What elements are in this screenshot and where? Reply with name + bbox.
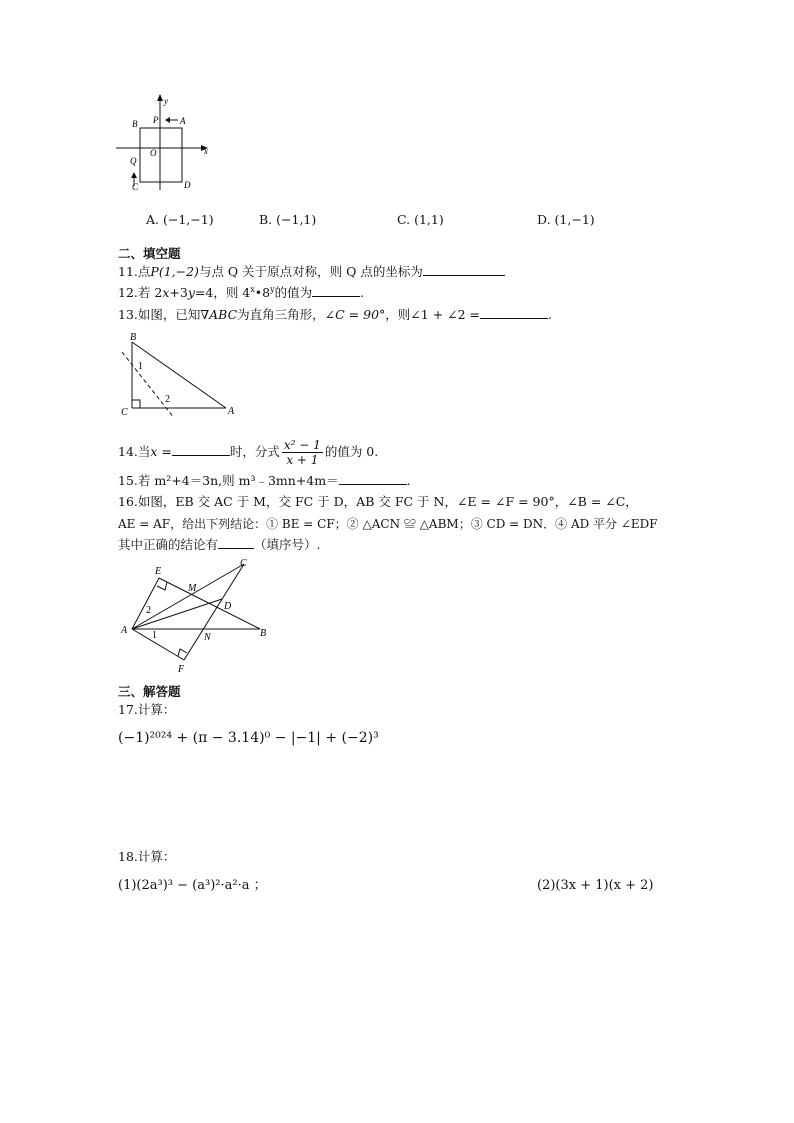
label-2: 2 [165, 394, 170, 405]
label-B: B [260, 628, 267, 639]
label-M: M [188, 583, 197, 594]
label-A: A [228, 406, 235, 417]
label-E: E [155, 566, 162, 577]
segment-fc [184, 564, 244, 660]
question-17: 17.计算： [118, 702, 176, 717]
section-3-title: 三、解答题 [118, 684, 181, 699]
square [140, 128, 182, 182]
question-16-line-2: AE = AF，给出下列结论：① BE = CF；② △ACN ≌ △ABM；③ CD = DN．④ AD 平分 ∠EDF [118, 517, 658, 531]
option-c: C. (1,1) [397, 212, 444, 227]
label-Q: Q [130, 156, 137, 166]
label-y: y [164, 96, 168, 106]
option-d: D. (1,−1) [537, 212, 595, 227]
question-16-line-1: 16.如图，EB 交 AC 于 M，交 FC 于 D，AB 交 FC 于 N，∠E = ∠F = 90°，∠B = ∠C， [118, 494, 638, 509]
question-18-part-1: (1)(2a³)³ − (a³)²·a²·a ； [118, 878, 267, 893]
question-13: 13.如图，已知∇ABC为直角三角形，∠C = 90°，则∠1 + ∠2 = . [118, 307, 553, 322]
question-14: 14.当x = 时，分式 $\frac{\text{x² − 1}}{x + 1}$ 的值为 0. [118, 438, 379, 467]
label-A: A [121, 625, 128, 636]
right-angle-f [178, 649, 187, 656]
question-15: 15.若 m²+4＝3n,则 m³﹣3mn+4m＝ . [118, 473, 411, 488]
side-ba [132, 342, 226, 408]
label-D: D [224, 601, 232, 612]
label-C: C [240, 558, 247, 569]
question-11: 11.点P(1,−2)与点 Q 关于原点对称，则 Q 点的坐标为 [118, 263, 505, 280]
question-17-expression: (−1)²⁰²⁴ + (π − 3.14)⁰ − |−1| + (−2)³ [118, 730, 379, 746]
right-angle-mark [132, 400, 140, 408]
question-18-part-2: (2)(3x + 1)(x + 2) [537, 878, 654, 893]
answer-blank[interactable] [480, 306, 548, 319]
answer-blank[interactable] [312, 284, 360, 297]
question-16-line-3: 其中正确的结论有 （填序号）. [118, 537, 321, 552]
answer-blank[interactable] [172, 443, 230, 456]
option-a: A. (−1,−1) [146, 212, 214, 227]
answer-blank[interactable] [218, 536, 254, 549]
segment-af [132, 629, 184, 660]
label-P: P [153, 115, 159, 125]
label-D: D [184, 180, 191, 190]
label-C: C [132, 182, 139, 192]
right-triangle-figure [112, 330, 252, 422]
question-12: 12.若 2x+3y=4，则 4$^x$•8$^y$的值为 . [118, 285, 365, 301]
label-1: 1 [152, 630, 157, 641]
y-axis-arrow [157, 94, 163, 101]
label-A: A [180, 116, 186, 126]
label-F: F [178, 664, 185, 675]
label-B: B [132, 119, 138, 129]
label-N: N [204, 632, 211, 643]
answer-blank[interactable] [339, 472, 407, 485]
option-b: B. (−1,1) [259, 212, 317, 227]
label-B: B [130, 332, 137, 343]
label-C: C [121, 407, 128, 418]
label-O: O [150, 148, 157, 158]
label-1: 1 [138, 361, 143, 372]
coordinate-figure [112, 92, 222, 192]
label-x: x [204, 146, 208, 156]
fraction: $\frac{\text{x² − 1}}{x + 1}$ [283, 438, 321, 467]
right-angle-e [157, 582, 167, 590]
question-18: 18.计算： [118, 849, 176, 864]
label-2: 2 [146, 605, 151, 616]
triangles-figure [112, 556, 277, 676]
section-2-title: 二、填空题 [118, 246, 181, 261]
answer-blank[interactable] [423, 263, 505, 276]
